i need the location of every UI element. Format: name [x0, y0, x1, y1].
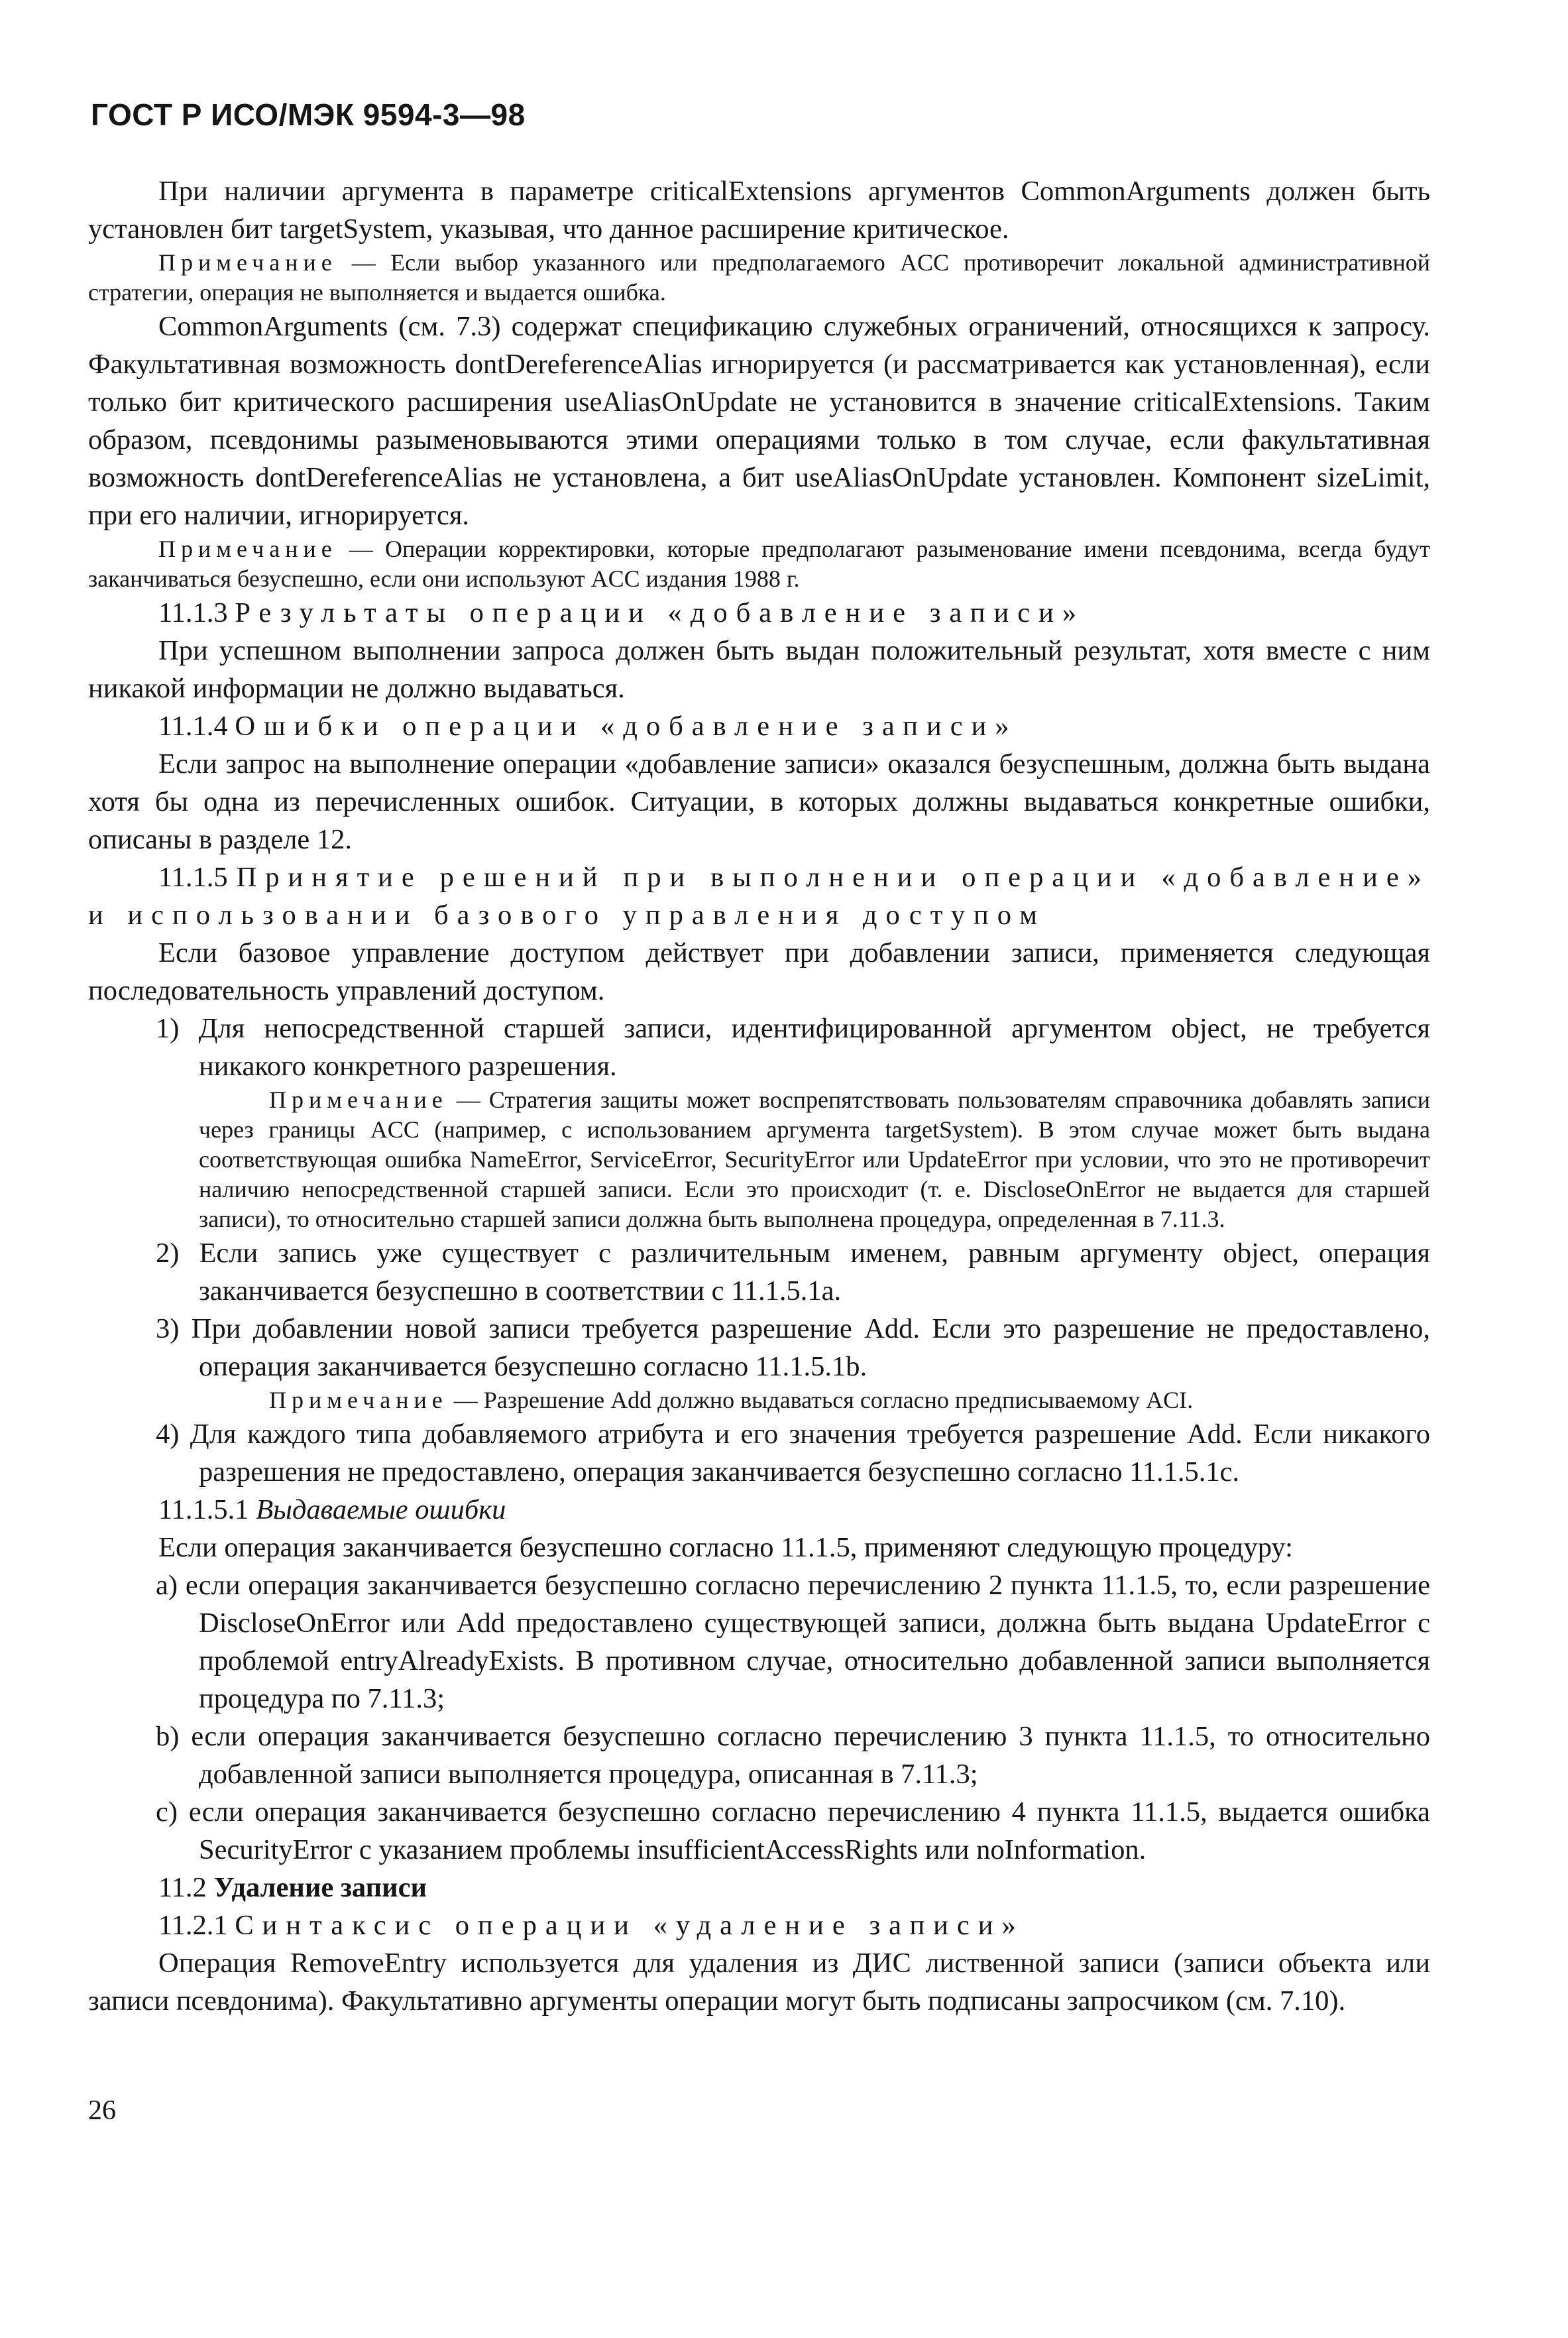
note-text: — Стратегия защиты может воспрепятствовать пользователям справочника добавлять записи через границы ACC (например, с использованием аргумента targetSystem). В этом случае может быть выдана соответствующая ошибка NameError, ServiceError, SecurityError или UpdateError при условии, что это не противоречит наличию непосредственной старшей записи. Если это происходит (т. е. DiscloseOnError не выдается для старшей записи), то относительно старшей записи должна быть выполнена процедура, определенная в 7.11.3. [199, 1086, 1430, 1232]
section-number: 11.2 [158, 1872, 207, 1903]
section-number: 11.1.5.1 [158, 1494, 249, 1525]
note-label: Примечание [158, 536, 337, 562]
paragraph: CommonArguments (см. 7.3) содержат спецификацию служебных ограничений, относящихся к запросу. Факультативная возможность dontDereferenceAlias игнорируется (и рассматривается как установленная), если только бит критического расширения useAliasOnUpdate не установится в значение criticalExtensions. Таким образом, псевдонимы разыменовываются этими операциями только в том случае, если факультативная возможность dontDereferenceAlias не установлена, а бит useAliasOnUpdate установлен. Компонент sizeLimit, при его наличии, игнорируется. [88, 311, 1430, 531]
paragraph: При наличии аргумента в параметре criticalExtensions аргументов CommonArguments должен быть установлен бит targetSystem, указывая, что данное расширение критическое. [88, 176, 1430, 245]
note-text: — Если выбор указанного или предполагаемого ACC противоречит локальной административной стратегии, операция не выполняется и выдается ошибка. [88, 249, 1430, 306]
note-label: Примечание [269, 1387, 448, 1413]
section-heading-11-1-5-1 [88, 1491, 1430, 1529]
section-heading-11-2 [88, 1869, 1430, 1906]
note-text: — Операции корректировки, которые предполагают разыменование имени псевдонима, всегда будут заканчиваться безуспешно, если они используют ACC издания 1988 г. [88, 536, 1430, 592]
list-item: 1) Для непосредственной старшей записи, идентифицированной аргументом object, не требуется никакого конкретного разрешения. [156, 1013, 1430, 1082]
page-number: 26 [88, 2095, 116, 2126]
document-header: ГОСТ Р ИСО/МЭК 9594-3—98 [91, 97, 526, 132]
note [199, 1085, 1430, 1234]
section-number: 11.1.3 [158, 597, 228, 628]
paragraph: Операция RemoveEntry используется для удаления из ДИС лиственной записи (записи объекта или записи псевдонима). Факультативно аргументы операции могут быть подписаны запросчиком (см. 7.10). [88, 1948, 1430, 2017]
list-item: 2) Если запись уже существует с различительным именем, равным аргументу object, операция заканчивается безуспешно в соответствии с 11.1.5.1a. [156, 1238, 1430, 1307]
section-title: Выдаваемые ошибки [256, 1494, 506, 1525]
section-heading-11-2-1 [88, 1906, 1430, 1944]
section-number: 11.1.5 [158, 862, 228, 893]
section-number: 11.2.1 [158, 1910, 228, 1941]
note-label: Примечание [269, 1086, 448, 1113]
note [199, 1385, 1430, 1415]
section-title: Ошибки операции «добавление записи» [235, 711, 1018, 742]
list-item: b) если операция заканчивается безуспешно согласно перечислению 3 пункта 11.1.5, то относительно добавленной записи выполняется процедура, описанная в 7.11.3; [156, 1721, 1430, 1790]
section-heading-11-1-5 [88, 858, 1430, 934]
list-item: 3) При добавлении новой записи требуется разрешение Add. Если это разрешение не предоставлено, операция заканчивается безуспешно согласно 11.1.5.1b. [156, 1313, 1430, 1382]
section-heading-11-1-3 [88, 594, 1430, 632]
list-item: a) если операция заканчивается безуспешно согласно перечислению 2 пункта 11.1.5, то, если разрешение DiscloseOnError или Add предоставлено существующей записи, должна быть выдана UpdateError с проблемой entryAlreadyExists. В противном случае, относительно добавленной записи выполняется процедура по 7.11.3; [156, 1570, 1430, 1714]
paragraph: Если запрос на выполнение операции «добавление записи» оказался безуспешным, должна быть выдана хотя бы одна из перечисленных ошибок. Ситуации, в которых должны выдаваться конкретные ошибки, описаны в разделе 12. [88, 748, 1430, 855]
section-title: Синтаксис операции «удаление записи» [235, 1910, 1025, 1941]
section-number: 11.1.4 [158, 711, 228, 742]
list-item: c) если операция заканчивается безуспешно согласно перечислению 4 пункта 11.1.5, выдается ошибка SecurityError с указанием проблемы insufficientAccessRights или noInformation. [156, 1796, 1430, 1865]
paragraph: Если операция заканчивается безуспешно согласно 11.1.5, применяют следующую процедуру: [158, 1532, 1293, 1563]
list-item: 4) Для каждого типа добавляемого атрибута и его значения требуется разрешение Add. Если никакого разрешения не предоставлено, операция заканчивается безуспешно согласно 11.1.5.1c. [156, 1419, 1430, 1488]
section-title: Удаление записи [213, 1872, 427, 1903]
note-label: Примечание [158, 249, 337, 276]
section-heading-11-1-4 [88, 707, 1430, 745]
note [88, 248, 1430, 308]
section-title: Результаты операции «добавление записи» [235, 597, 1086, 628]
paragraph: При успешном выполнении запроса должен быть выдан положительный результат, хотя вместе с ним никакой информации не должно выдаваться. [88, 635, 1430, 704]
section-title: Принятие решений при выполнении операции «добавление» и использовании базового управления доступом [88, 862, 1431, 931]
note-text: — Разрешение Add должно выдаваться согласно предписываемому ACI. [447, 1387, 1194, 1413]
note [88, 534, 1430, 594]
paragraph: Если базовое управление доступом действует при добавлении записи, применяется следующая последовательность управлений доступом. [88, 937, 1430, 1006]
body-text [88, 172, 1430, 2020]
